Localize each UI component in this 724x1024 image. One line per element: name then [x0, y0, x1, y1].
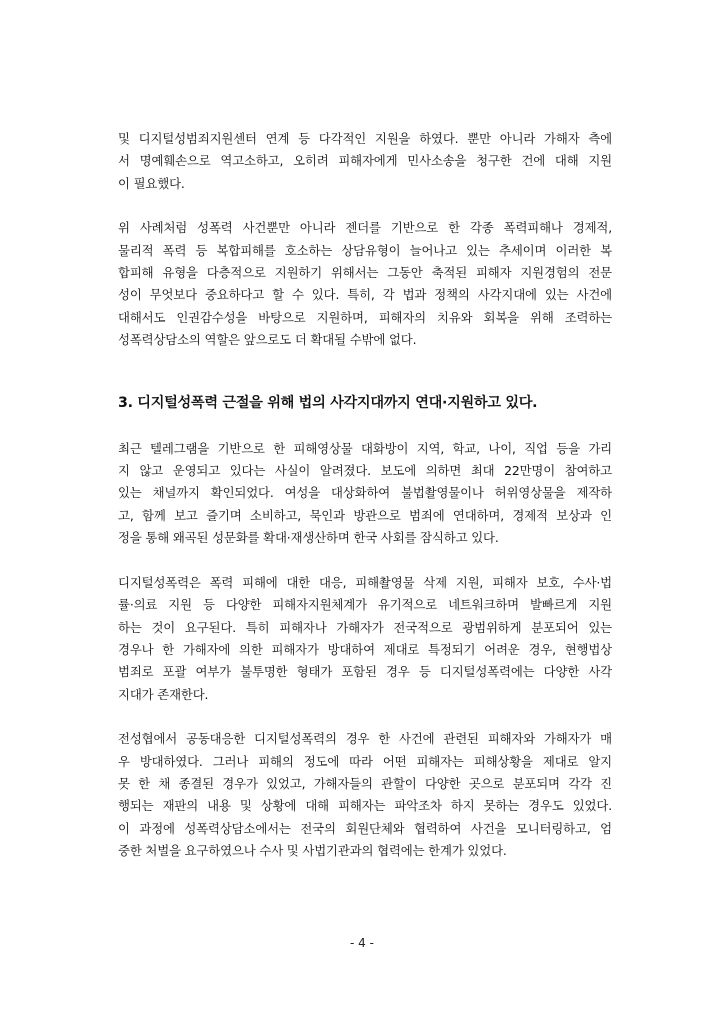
- paragraph-line: 우 방대하였다. 그러나 피해의 정도에 따라 어떤 피해자는 피해상황을 제대로 알지: [118, 753, 612, 769]
- paragraph-line: 행되는 재판의 내용 및 상황에 대해 피해자는 파악조차 하지 못하는 경우도 있었다.: [118, 798, 612, 814]
- section-heading: 3. 디지털성폭력 근절을 위해 법의 사각지대까지 연대·지원하고 있다.: [118, 394, 538, 411]
- paragraph-line: 범죄로 포괄 여부가 불투명한 형태가 포함된 경우 등 디지털성폭력에는 다양한 사각: [118, 664, 612, 680]
- paragraph-4: [118, 572, 612, 706]
- paragraph-line: 지 않고 운영되고 있다는 사실이 알려졌다. 보도에 의하면 최대 22만명이 참여하고: [118, 463, 612, 479]
- paragraph-line: 물리적 폭력 등 복합피해를 호소하는 상담유형이 늘어나고 있는 추세이며 이러한 복: [118, 242, 612, 258]
- paragraph-line: 성이 무엇보다 중요하다고 할 수 있다. 특히, 각 법과 정책의 사각지대에 있는 사건에: [118, 287, 612, 303]
- paragraph-line: 최근 텔레그램을 기반으로 한 피해영상물 대화방이 지역, 학교, 나이, 직업 등을 가리: [118, 440, 612, 456]
- paragraph-line: 경우나 한 가해자에 의한 피해자가 방대하여 제대로 특정되기 어려운 경우, 현행법상: [118, 641, 612, 657]
- paragraph-line: 지대가 존재한다.: [118, 686, 209, 702]
- paragraph-line: 및 디지털성범죄지원센터 연계 등 다각적인 지원을 하였다. 뿐만 아니라 가해자 측에: [118, 131, 612, 146]
- paragraph-line: 고, 함께 보고 즐기며 소비하고, 묵인과 방관으로 범죄에 연대하며, 경제적 보상과 인: [118, 507, 612, 523]
- paragraph-1: [118, 128, 612, 195]
- paragraph-line: 중한 처벌을 요구하였으나 수사 및 사법기관과의 협력에는 한계가 있었다.: [118, 843, 507, 859]
- paragraph-line: 이 과정에 성폭력상담소에서는 전국의 회원단체와 협력하여 사건을 모니터링하고, 엄: [118, 820, 612, 836]
- paragraph-line: 대해서도 인권감수성을 바탕으로 지원하며, 피해자의 치유와 회복을 위해 조력하는: [118, 309, 612, 325]
- paragraph-line: 합피해 유형을 다층적으로 지원하기 위해서는 그동안 축적된 피해자 지원경험의 전문: [118, 265, 612, 281]
- paragraph-line: 이 필요했다.: [118, 175, 185, 191]
- paragraph-line: 못 한 채 종결된 경우가 있었고, 가해자들의 관할이 다양한 곳으로 분포되며 각각 진: [118, 775, 612, 791]
- paragraph-line: 있는 채널까지 확인되었다. 여성을 대상화하여 불법촬영물이나 허위영상물을 제작하: [118, 485, 612, 501]
- paragraph-5: [118, 728, 612, 862]
- page-number: - 4 -: [350, 936, 374, 950]
- paragraph-2: [118, 217, 612, 351]
- paragraph-line: 정을 통해 왜곡된 성문화를 확대·재생산하며 한국 사회를 잠식하고 있다.: [118, 530, 499, 546]
- paragraph-line: 서 명예훼손으로 역고소하고, 오히려 피해자에게 민사소송을 청구한 건에 대해 지원: [118, 153, 612, 169]
- paragraph-line: 전성협에서 공동대응한 디지털성폭력의 경우 한 사건에 관련된 피해자와 가해자가 매: [118, 731, 612, 747]
- document-body: [118, 128, 612, 863]
- paragraph-line: 위 사례처럼 성폭력 사건뿐만 아니라 젠더를 기반으로 한 각종 폭력피해나 경제적,: [118, 220, 612, 236]
- paragraph-3: [118, 438, 612, 550]
- paragraph-line: 하는 것이 요구된다. 특히 피해자나 가해자가 전국적으로 광범위하게 분포되어 있는: [118, 619, 612, 635]
- paragraph-line: 률·의료 지원 등 다양한 피해자지원체계가 유기적으로 네트워크하며 발빠르게 지원: [118, 597, 612, 613]
- paragraph-line: 디지털성폭력은 폭력 피해에 대한 대응, 피해촬영물 삭제 지원, 피해자 보호, 수사·법: [118, 574, 612, 590]
- paragraph-line: 성폭력상담소의 역할은 앞으로도 더 확대될 수밖에 없다.: [118, 332, 417, 348]
